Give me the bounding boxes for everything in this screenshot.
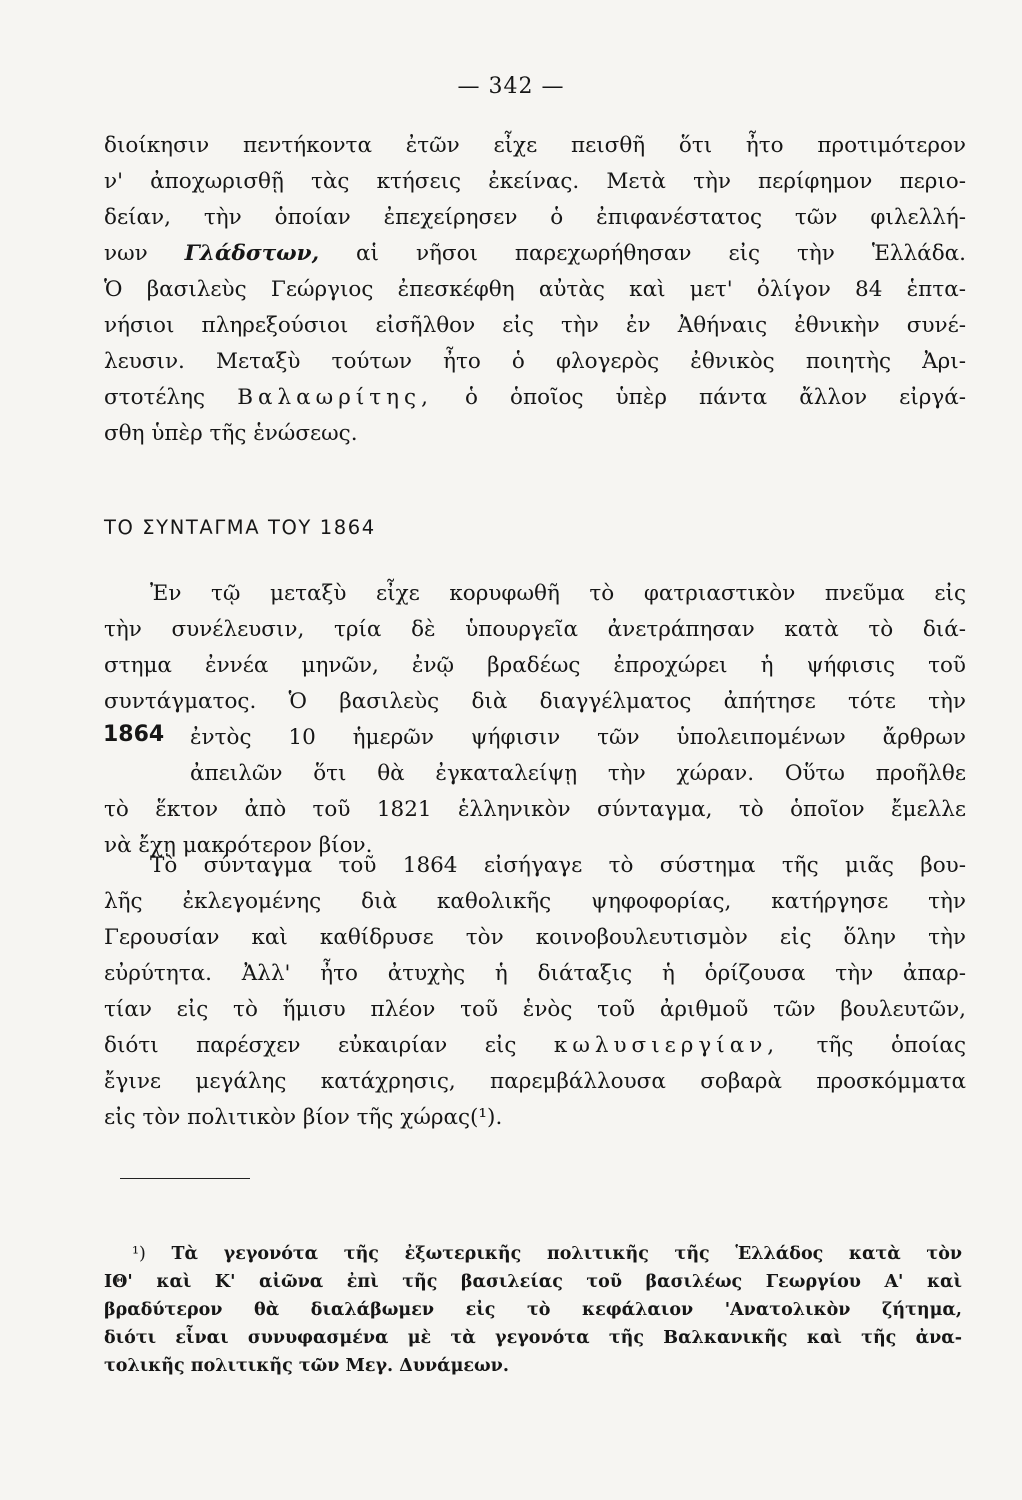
text-fragment: Τὰ γεγονότα τῆς ἐξωτερικῆς πολιτικῆς τῆς Ἑλλάδος κατὰ τὸν	[171, 1244, 962, 1264]
page-number: — 342 —	[457, 74, 565, 99]
kolysiergia-word: κωλυσιεργίαν,	[553, 1033, 780, 1058]
paragraph-3	[104, 848, 966, 1136]
text-line-gladstone	[104, 236, 966, 272]
footnote	[104, 1240, 962, 1380]
margin-year: 1864	[103, 722, 165, 747]
text-line: στημα ἐννέα μηνῶν, ἐνῷ βραδέως ἐπροχώρει ἡ ψήφισις τοῦ	[104, 653, 966, 678]
gladstone-name: Γλάδστων,	[184, 241, 320, 266]
paragraph-2	[104, 576, 966, 864]
text-line: δείαν, τὴν ὁποίαν ἐπεχείρησεν ὁ ἐπιφανέστατος τῶν φιλελλή-	[104, 205, 966, 230]
text-line: τὸ ἕκτον ἀπὸ τοῦ 1821 ἑλληνικὸν σύνταγμα, τὸ ὁποῖον ἔμελλε	[104, 797, 966, 822]
valaoritis-name: Βαλαωρίτης,	[237, 385, 433, 410]
text-fragment: ὁ ὁποῖος ὑπὲρ πάντα ἄλλον εἰργά-	[465, 385, 966, 410]
text-fragment: τῆς ὁποίας	[816, 1033, 966, 1058]
section-heading: ΤΟ ΣΥΝΤΑΓΜΑ ΤΟΥ 1864	[104, 516, 376, 539]
footnote-line: διότι εἶναι συνυφασμένα μὲ τὰ γεγονότα τῆς Βαλκανικῆς καὶ τῆς ἀνα-	[104, 1328, 962, 1348]
text-fragment: διότι παρέσχεν εὐκαιρίαν εἰς	[104, 1033, 517, 1058]
footnote-line: βραδύτερον θὰ διαλάβωμεν εἰς τὸ κεφάλαιον 'Ανατολικὸν ζήτημα,	[104, 1300, 962, 1320]
text-line: ἀπειλῶν ὅτι θὰ ἐγκαταλείψῃ τὴν χώραν. Οὕτω προῆλθε	[190, 761, 966, 786]
text-line: εὐρύτητα. Ἀλλ' ἦτο ἀτυχὴς ἡ διάταξις ἡ ὁρίζουσα τὴν ἀπαρ-	[104, 961, 966, 986]
footnote-divider	[120, 1178, 250, 1179]
text-line: Γερουσίαν καὶ καθίδρυσε τὸν κοινοβουλευτισμὸν εἰς ὅλην τὴν	[104, 925, 966, 950]
text-line-kolysiergia	[104, 1028, 966, 1064]
text-fragment: νων	[104, 241, 148, 266]
text-line: διοίκησιν πεντήκοντα ἐτῶν εἶχε πεισθῆ ὅτι ἦτο προτιμότερον	[104, 133, 966, 158]
text-line: τίαν εἰς τὸ ἥμισυ πλέον τοῦ ἑνὸς τοῦ ἀριθμοῦ τῶν βουλευτῶν,	[104, 997, 966, 1022]
text-fragment: αἱ νῆσοι παρεχωρήθησαν εἰς τὴν Ἑλλάδα.	[356, 241, 966, 266]
text-fragment: στοτέλης	[104, 385, 206, 410]
text-line: συντάγματος. Ὁ βασιλεὺς διὰ διαγγέλματος ἀπήτησε τότε τὴν	[104, 689, 966, 714]
text-line-valaoritis	[104, 380, 966, 416]
text-line-last	[104, 1100, 966, 1136]
text-line: Τὸ σύνταγμα τοῦ 1864 εἰσήγαγε τὸ σύστημα τῆς μιᾶς βου-	[150, 853, 966, 878]
text-line: σθη ὑπὲρ τῆς ἑνώσεως.	[104, 421, 358, 446]
paragraph-1	[104, 128, 966, 452]
text-line: νήσιοι πληρεξούσιοι εἰσῆλθον εἰς τὴν ἐν Ἀθήναις ἐθνικὴν συνέ-	[104, 313, 966, 338]
text-line: τὴν συνέλευσιν, τρία δὲ ὑπουργεῖα ἀνετράπησαν κατὰ τὸ διά-	[104, 617, 966, 642]
footnote-line: ΙΘ' καὶ Κ' αἰῶνα ἐπὶ τῆς βασιλείας τοῦ βασιλέως Γεωργίου Α' καὶ	[104, 1272, 962, 1292]
footnote-line	[104, 1240, 962, 1268]
text-line: λευσιν. Μεταξὺ τούτων ἦτο ὁ φλογερὸς ἐθνικὸς ποιητὴς Ἀρι-	[104, 349, 966, 374]
text-line: νὰ ἔχῃ μακρότερον βίον.	[104, 833, 373, 858]
text-line: Ὁ βασιλεὺς Γεώργιος ἐπεσκέφθη αὐτὰς καὶ μετ' ὀλίγον 84 ἑπτα-	[104, 277, 966, 302]
footnote-reference[interactable]: (¹).	[470, 1105, 503, 1130]
text-line: ἔγινε μεγάλης κατάχρησις, παρεμβάλλουσα σοβαρὰ προσκόμματα	[104, 1069, 966, 1094]
text-line: ἐντὸς 10 ἡμερῶν ψήφισιν τῶν ὑπολειπομένων ἄρθρων	[190, 725, 966, 750]
text-line: λῆς ἐκλεγομένης διὰ καθολικῆς ψηφοφορίας, κατήργησε τὴν	[104, 889, 966, 914]
text-line: ν' ἀποχωρισθῇ τὰς κτήσεις ἐκείνας. Μετὰ τὴν περίφημον περιο-	[104, 169, 966, 194]
footnote-line: τολικῆς πολιτικῆς τῶν Μεγ. Δυνάμεων.	[104, 1356, 509, 1376]
footnote-marker: ¹)	[132, 1244, 146, 1264]
text-fragment: εἰς τὸν πολιτικὸν βίον τῆς χώρας	[104, 1105, 471, 1130]
text-line: Ἐν τῷ μεταξὺ εἶχε κορυφωθῆ τὸ φατριαστικὸν πνεῦμα εἰς	[150, 581, 966, 606]
